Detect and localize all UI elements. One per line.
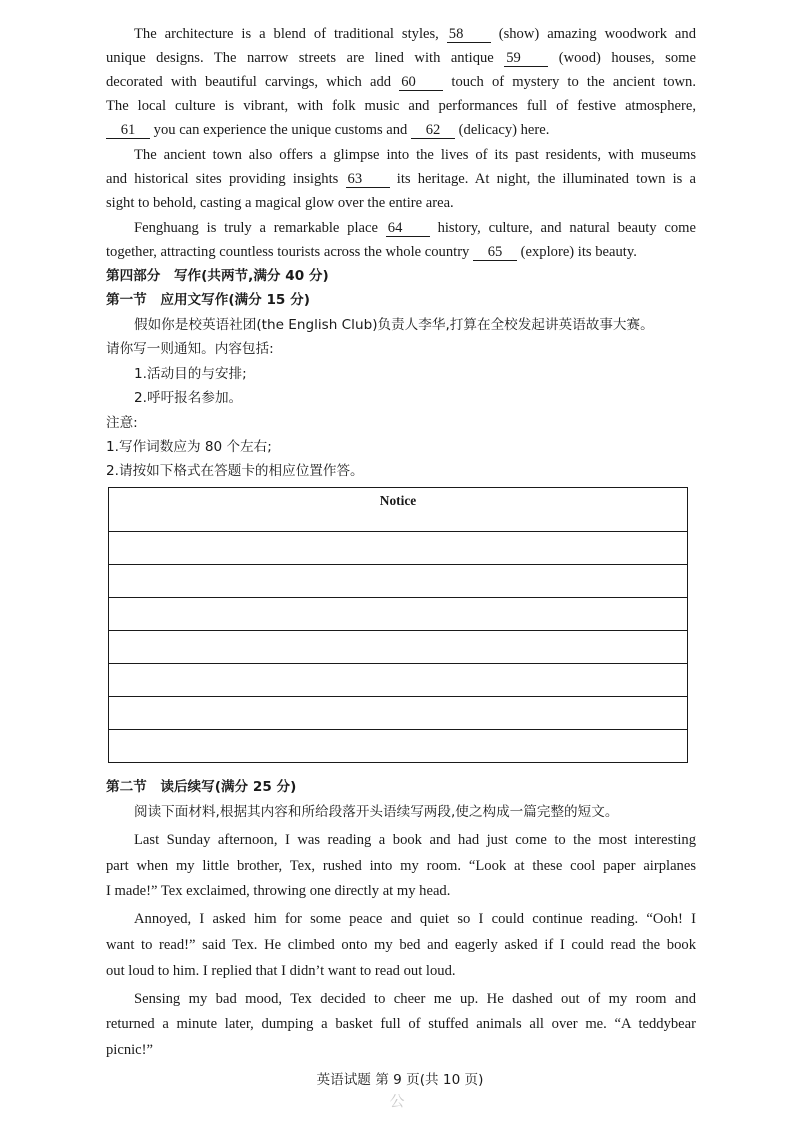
blank-61: 61 (106, 122, 150, 139)
passage-text: The local culture is vibrant, with folk music and performances full of festive atmosphere, (106, 98, 696, 114)
passage-text: (delicacy) here. (458, 122, 550, 138)
part4-heading: 第四部分 写作(共两节,满分 40 分) (106, 268, 329, 284)
writing-line (109, 696, 687, 697)
blank-65: 65 (473, 244, 517, 261)
writing-line (109, 663, 687, 664)
passage-text: (explore) its beauty. (520, 244, 637, 260)
note-item: 2.请按如下格式在答题卡的相应位置作答。 (106, 463, 364, 479)
watermark-glyph: 公 (389, 1092, 405, 1110)
passage-text: its heritage. At night, the illuminated town is a (396, 171, 696, 187)
passage-text: and historical sites providing insights (106, 171, 339, 187)
story-line (106, 1014, 696, 1034)
story-text: Annoyed, I asked him for some peace and quiet so I could continue reading. “Ooh! I (134, 911, 696, 927)
story-text: want to read!” said Tex. He climbed onto my bed and eagerly asked if I could read the book (106, 937, 696, 953)
passage-text: you can experience the unique customs and (153, 122, 408, 138)
blank-58: 58 (447, 26, 491, 43)
notice-title: Notice (379, 493, 417, 508)
writing-line (109, 630, 687, 631)
blank-59: 59 (504, 50, 548, 67)
blank-62: 62 (411, 122, 455, 139)
writing-line (109, 729, 687, 730)
blank-60: 60 (399, 74, 443, 91)
story-line (134, 989, 696, 1009)
passage-text: The architecture is a blend of traditional styles, (134, 26, 439, 42)
story-text: Sensing my bad mood, Tex decided to cheer me up. He dashed out of my room and (134, 991, 696, 1007)
note-label: 注意: (106, 415, 138, 431)
task-line: 请你写一则通知。内容包括: (106, 341, 274, 357)
story-line (106, 961, 696, 981)
passage-line (134, 145, 696, 165)
passage-text: sight to behold, casting a magical glow over the entire area. (106, 195, 454, 211)
blank-64: 64 (386, 220, 430, 237)
passage-line (106, 193, 696, 213)
passage-line (106, 242, 696, 262)
section1-heading: 第一节 应用文写作(满分 15 分) (106, 292, 310, 308)
passage-text: touch of mystery to the ancient town. (451, 74, 696, 90)
story-text: Last Sunday afternoon, I was reading a book and had just come to the most interesting (134, 832, 696, 848)
passage-text: history, culture, and natural beauty come (437, 220, 696, 236)
passage-text: The ancient town also offers a glimpse into the lives of its past residents, with museums (134, 147, 696, 163)
story-line (134, 830, 696, 850)
page-footer: 英语试题 第 9 页(共 10 页) (316, 1072, 484, 1088)
story-text: returned a minute later, dumping a basket full of stuffed animals all over me. “A teddybear (106, 1016, 696, 1032)
story-line (106, 856, 696, 876)
story-text: I made!” Tex exclaimed, throwing one directly at my head. (106, 883, 451, 899)
passage-text: together, attracting countless tourists across the whole country (106, 244, 470, 260)
task-line: 假如你是校英语社团(the English Club)负责人李华,打算在全校发起讲英语故事大赛。 (134, 317, 654, 333)
writing-line (109, 564, 687, 565)
section2-heading: 第二节 读后续写(满分 25 分) (106, 779, 297, 795)
passage-line (106, 96, 696, 116)
passage-line (106, 72, 696, 92)
story-line (106, 881, 696, 901)
story-line (134, 909, 696, 929)
writing-line (109, 597, 687, 598)
story-line (106, 1040, 696, 1060)
instruction-line: 阅读下面材料,根据其内容和所给段落开头语续写两段,使之构成一篇完整的短文。 (134, 804, 619, 820)
passage-line (134, 24, 696, 44)
passage-text: unique designs. The narrow streets are lined with antique (106, 50, 494, 66)
story-text: out loud to him. I replied that I didn’t want to read out loud. (106, 963, 456, 979)
story-text: part when my little brother, Tex, rushed into my room. “Look at these cool paper airplanes (106, 858, 696, 874)
story-line (106, 935, 696, 955)
passage-line (106, 169, 696, 189)
task-item: 2.呼吁报名参加。 (134, 390, 243, 406)
notice-answer-box (108, 487, 688, 763)
passage-text: Fenghuang is truly a remarkable place (134, 220, 378, 236)
passage-text: (wood) houses, some (558, 50, 696, 66)
writing-line (109, 531, 687, 532)
passage-line (134, 218, 696, 238)
story-text: picnic!” (106, 1042, 153, 1058)
note-item: 1.写作词数应为 80 个左右; (106, 439, 272, 455)
task-item: 1.活动目的与安排; (134, 366, 247, 382)
passage-text: decorated with beautiful carvings, which add (106, 74, 392, 90)
passage-line (106, 48, 696, 68)
blank-63: 63 (346, 171, 390, 188)
passage-line (106, 120, 696, 140)
passage-text: (show) amazing woodwork and (498, 26, 697, 42)
